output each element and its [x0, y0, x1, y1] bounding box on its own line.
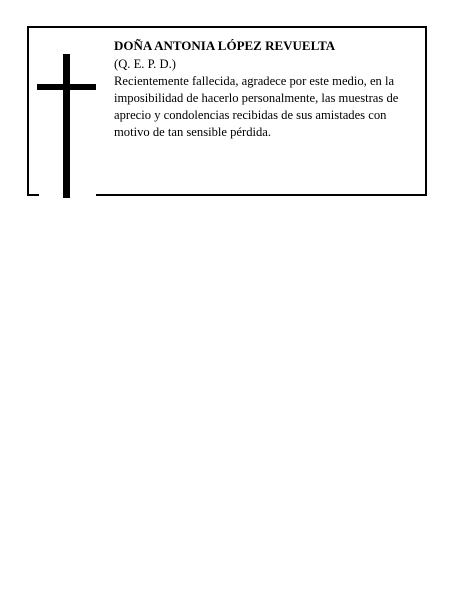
gratitude-message: Recientemente fallecida, agradece por este medio, en la imposibilidad de hacerlo personalmente, las muestras de aprecio y condolencias recibidas de sus amistades con motivo de tan sensible pérdida.	[114, 74, 399, 139]
deceased-name: DOÑA ANTONIA LÓPEZ REVUELTA	[114, 38, 336, 53]
cross-horizontal-bar	[37, 84, 96, 90]
cross-vertical-bar	[63, 54, 70, 198]
rip-line: (Q. E. P. D.)	[114, 57, 176, 71]
obituary-text	[114, 37, 424, 141]
